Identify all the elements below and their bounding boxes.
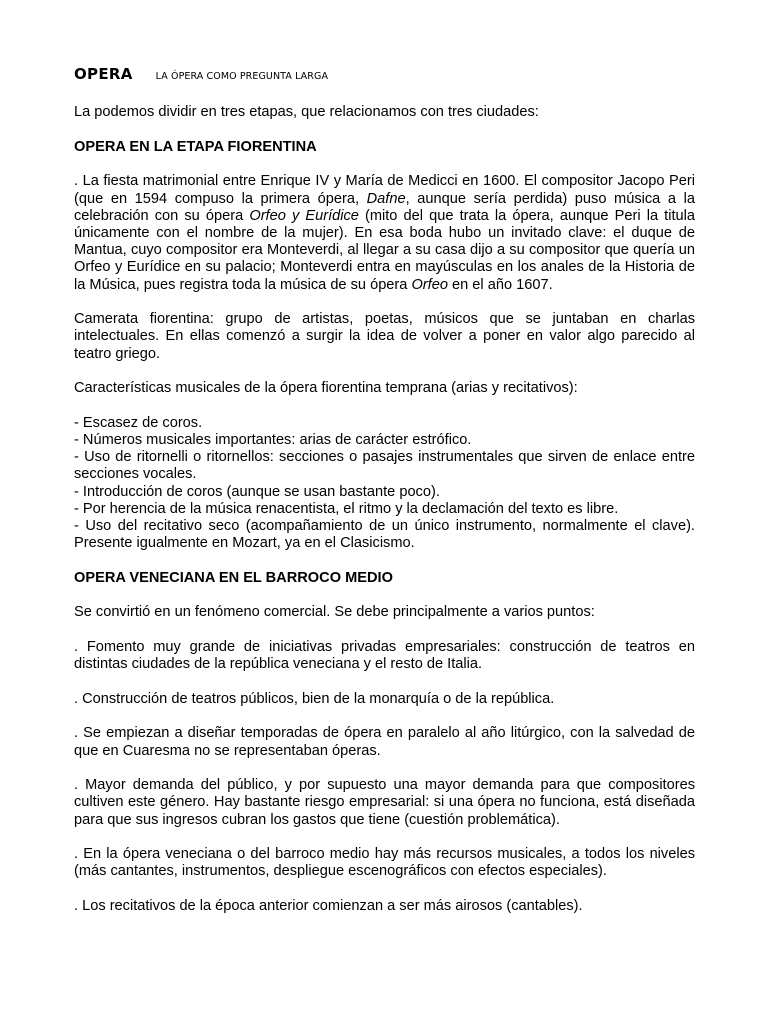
italic-title-orfeo-euridice: Orfeo y Eurídice xyxy=(249,207,359,224)
paragraph-recitativos: . Los recitativos de la época anterior comienzan a ser más airosos (cantables). xyxy=(74,897,583,914)
list-item: - Uso del recitativo seco (acompañamiento de un único instrumento, normalmente el clave). Presente igualmente en Mozart, ya en el Clasicismo. xyxy=(74,518,695,552)
paragraph-caracteristicas: Características musicales de la ópera fiorentina temprana (arias y recitativos): xyxy=(74,380,578,397)
paragraph-recursos: . En la ópera veneciana o del barroco medio hay más recursos musicales, a todos los niveles (más cantantes, instrumentos, despliegue escenográficos con efectos especiales). xyxy=(74,846,695,880)
list-item: - Números musicales importantes: arias de carácter estrófico. xyxy=(74,432,472,448)
paragraph-fomento: . Fomento muy grande de iniciativas privadas empresariales: construcción de teatros en distintas ciudades de la república veneciana y el resto de Italia. xyxy=(74,639,695,673)
characteristics-list xyxy=(74,415,695,553)
list-item: - Escasez de coros. xyxy=(74,414,203,431)
paragraph-demanda: . Mayor demanda del público, y por supuesto una mayor demanda para que compositores cultiven este género. Hay bastante riesgo empresarial: si una ópera no funciona, está diseñada para que sus ingresos cubran los gastos que tiene (cuestión problemática). xyxy=(74,777,695,828)
document-header xyxy=(74,66,695,85)
list-item: - Por herencia de la música renacentista, el ritmo y la declamación del texto es libre. xyxy=(74,500,619,517)
text-run: , aunque sería perdida) puso música a la celebración con su ópera xyxy=(74,190,695,224)
section-heading-fiorentina: OPERA EN LA ETAPA FIORENTINA xyxy=(74,138,317,155)
paragraph-camerata: Camerata fiorentina: grupo de artistas, poetas, músicos que se juntaban en charlas intelectuales. En ellas comenzó a surgir la idea de volver a poner en valor algo parecido al teatro griego. xyxy=(74,311,695,362)
text-run: en el año 1607. xyxy=(447,276,553,293)
intro-paragraph: La podemos dividir en tres etapas, que relacionamos con tres ciudades: xyxy=(74,104,539,121)
document-subtitle: LA ÓPERA COMO PREGUNTA LARGA xyxy=(155,71,329,82)
text-run: . La fiesta matrimonial entre Enrique IV y María de Medicci en 1600. El compositor Jacopo Peri (que en 1594 compuso la primera ópera, xyxy=(74,173,695,207)
italic-title-dafne: Dafne xyxy=(366,190,406,207)
paragraph-temporadas: . Se empiezan a diseñar temporadas de ópera en paralelo al año litúrgico, con la salvedad de que en Cuaresma no se representaban óperas. xyxy=(74,725,695,759)
list-item: - Introducción de coros (aunque se usan bastante poco). xyxy=(74,483,440,500)
text-run: (mito del que trata la ópera, aunque Peri la titula únicamente con el nombre de la mujer). En esa boda hubo un invitado clave: el duque de Mantua, cuyo compositor era Monteverdi, al llegar a su casa dijo a su compositor que quería un Orfeo y Eurídice en su palacio; Monteverdi entra en mayúsculas en los anales de la Historia de la Música, pues registra toda la música de su ópera xyxy=(74,207,695,293)
section-heading-veneciana: OPERA VENECIANA EN EL BARROCO MEDIO xyxy=(74,569,393,586)
italic-title-orfeo: Orfeo xyxy=(411,276,448,293)
paragraph-teatros-publicos: . Construcción de teatros públicos, bien de la monarquía o de la república. xyxy=(74,690,555,707)
paragraph-matrimonial xyxy=(74,173,695,293)
document-page xyxy=(74,66,695,933)
list-item: - Uso de ritornelli o ritornellos: secciones o pasajes instrumentales que sirven de enlace entre secciones vocales. xyxy=(74,449,695,483)
document-title: OPERA xyxy=(74,65,133,83)
paragraph-fenomeno: Se convirtió en un fenómeno comercial. Se debe principalmente a varios puntos: xyxy=(74,604,595,621)
